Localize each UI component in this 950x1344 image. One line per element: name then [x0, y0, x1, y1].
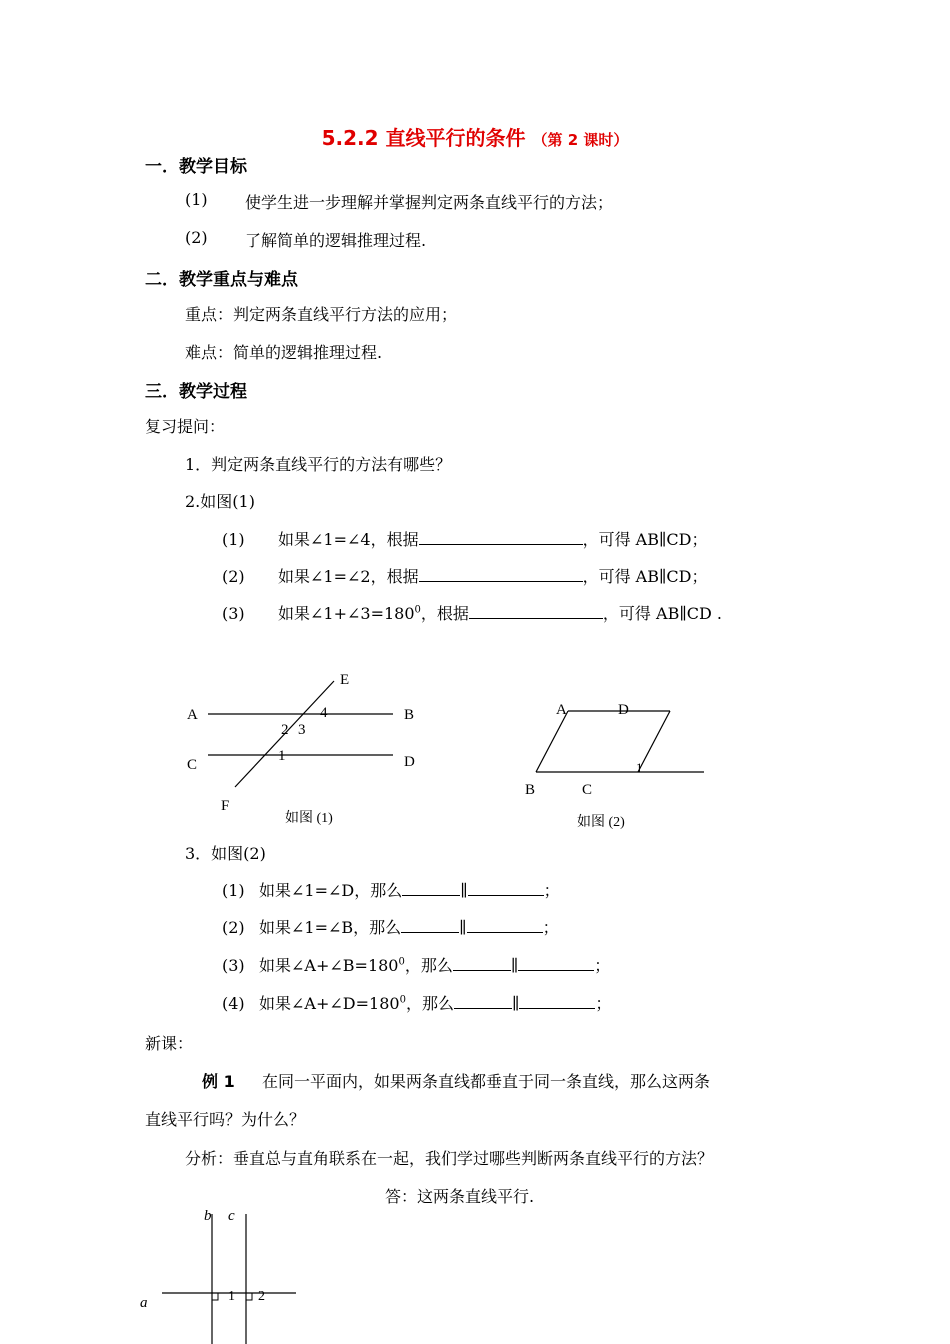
right-angle-mark-1 — [212, 1293, 218, 1300]
figure-2-diagram — [515, 690, 725, 835]
review-label: 复习提问： — [145, 417, 226, 436]
label-b: b — [204, 1208, 212, 1224]
q3-item-3-blank-1 — [453, 954, 511, 971]
figure-1-caption: 如图 (1) — [285, 811, 333, 826]
q2-item-3-post: ，可得 AB∥CD . — [602, 604, 722, 623]
q2-item-3 — [222, 601, 722, 624]
document-title — [0, 122, 950, 151]
label-e: E — [340, 672, 350, 688]
q2-item-3-mid: ，根据 — [420, 604, 469, 623]
label-b: B — [525, 782, 536, 798]
q3-item-4-sup: 0 — [399, 994, 406, 1006]
q3-item-4 — [222, 991, 611, 1014]
example-1-line-1 — [202, 1069, 710, 1092]
q3-item-3-end: ； — [594, 956, 611, 975]
q3-item-1 — [222, 878, 560, 901]
q3-item-2-blank-1 — [401, 916, 459, 933]
q3-item-3-num: (3) — [222, 956, 245, 975]
q3-item-3-parallel: ∥ — [510, 956, 519, 975]
q3-item-4-pre: 如果∠A+∠D=180 — [259, 994, 400, 1013]
angle-4-label: 4 — [320, 705, 328, 721]
q3-item-2-num: (2) — [222, 918, 245, 937]
section-heading-process: 三．教学过程 — [145, 382, 247, 402]
segment-ab — [536, 711, 568, 772]
q3-item-1-blank-1 — [402, 879, 460, 896]
label-d: D — [404, 754, 415, 770]
title-sub: （第 2 课时） — [532, 131, 629, 149]
q2-item-3-num: (3) — [222, 604, 245, 623]
angle-1-label: 1 — [228, 1289, 235, 1304]
q2-item-3-pre: 如果∠1+∠3=180 — [278, 604, 415, 623]
objective-2-num: (2) — [185, 228, 208, 247]
label-c: c — [228, 1208, 235, 1224]
label-a: a — [140, 1295, 148, 1311]
objective-2-text: 了解简单的逻辑推理过程. — [245, 231, 427, 250]
q3-item-4-mid: ，那么 — [405, 994, 454, 1013]
q3-item-1-end: ； — [543, 881, 560, 900]
right-angle-mark-2 — [246, 1293, 252, 1300]
section-heading-key-points: 二．教学重点与难点 — [145, 270, 298, 290]
label-f: F — [221, 798, 230, 814]
objective-1-num: (1) — [185, 190, 208, 209]
figure-1-diagram — [170, 665, 430, 840]
q3-item-2-blank-2 — [467, 916, 543, 933]
q3-item-4-end: ； — [595, 994, 612, 1013]
q3-item-2-end: ； — [542, 918, 559, 937]
angle-1-label: 1 — [278, 748, 286, 764]
analysis-text: 分析：垂直总与直角联系在一起，我们学过哪些判断两条直线平行的方法？ — [185, 1149, 714, 1168]
objective-1-text: 使学生进一步理解并掌握判定两条直线平行的方法； — [245, 193, 614, 212]
new-lesson-label: 新课： — [145, 1034, 194, 1053]
label-a: A — [187, 707, 198, 723]
q3-item-3-blank-2 — [518, 954, 594, 971]
q3-item-4-parallel: ∥ — [511, 994, 520, 1013]
label-c: C — [582, 782, 593, 798]
question-2: 2.如图(1) — [185, 492, 255, 511]
q3-item-3-sup: 0 — [398, 956, 405, 968]
q2-item-1-post: ，可得 AB∥CD； — [582, 530, 708, 549]
angle-1-label: 1 — [636, 760, 643, 775]
q2-item-2-pre: 如果∠1=∠2，根据 — [278, 567, 419, 586]
figure-3-diagram — [130, 1200, 330, 1344]
q3-item-4-num: (4) — [222, 994, 245, 1013]
q3-item-4-blank-1 — [454, 992, 512, 1009]
q2-item-3-blank — [469, 602, 603, 619]
q3-item-2-parallel: ∥ — [459, 918, 467, 937]
q3-item-3-mid: ，那么 — [404, 956, 453, 975]
question-1: 1．判定两条直线平行的方法有哪些？ — [185, 455, 452, 474]
question-3: 3．如图(2) — [185, 844, 266, 863]
label-d: D — [618, 702, 629, 718]
angle-3-label: 3 — [298, 722, 306, 738]
answer-text: 答：这两条直线平行. — [385, 1187, 535, 1206]
figure-2-caption: 如图 (2) — [577, 815, 625, 830]
example-1-label: 例 1 — [202, 1072, 235, 1091]
q3-item-1-blank-2 — [468, 879, 544, 896]
q2-item-1 — [222, 527, 707, 550]
q2-item-2-post: ，可得 AB∥CD； — [582, 567, 708, 586]
q2-item-2 — [222, 564, 707, 587]
q3-item-3-pre: 如果∠A+∠B=180 — [259, 956, 399, 975]
example-1-text-1: 在同一平面内，如果两条直线都垂直于同一条直线，那么这两条 — [262, 1072, 711, 1091]
key-point-text: 重点：判定两条直线平行方法的应用； — [185, 305, 458, 324]
q3-item-3 — [222, 953, 610, 976]
example-1-text-2: 直线平行吗？为什么？ — [145, 1110, 306, 1129]
label-c: C — [187, 757, 198, 773]
q2-item-1-num: (1) — [222, 530, 245, 549]
q3-item-1-pre: 如果∠1=∠D，那么 — [259, 881, 403, 900]
q3-item-1-parallel: ∥ — [460, 881, 468, 900]
q3-item-2 — [222, 915, 559, 938]
q3-item-2-pre: 如果∠1=∠B，那么 — [259, 918, 402, 937]
q2-item-1-pre: 如果∠1=∠4，根据 — [278, 530, 419, 549]
angle-2-label: 2 — [258, 1289, 265, 1304]
difficulty-text: 难点：简单的逻辑推理过程. — [185, 343, 383, 362]
title-main: 5.2.2 直线平行的条件 — [321, 126, 526, 150]
angle-2-label: 2 — [281, 722, 289, 738]
label-b: B — [404, 707, 415, 723]
q2-item-2-blank — [419, 565, 583, 582]
q3-item-4-blank-2 — [519, 992, 595, 1009]
q2-item-3-sup: 0 — [414, 604, 421, 616]
label-a: A — [556, 702, 567, 718]
q2-item-2-num: (2) — [222, 567, 245, 586]
q3-item-1-num: (1) — [222, 881, 245, 900]
q2-item-1-blank — [419, 528, 583, 545]
section-heading-objectives: 一．教学目标 — [145, 157, 247, 177]
segment-dc — [638, 711, 670, 772]
